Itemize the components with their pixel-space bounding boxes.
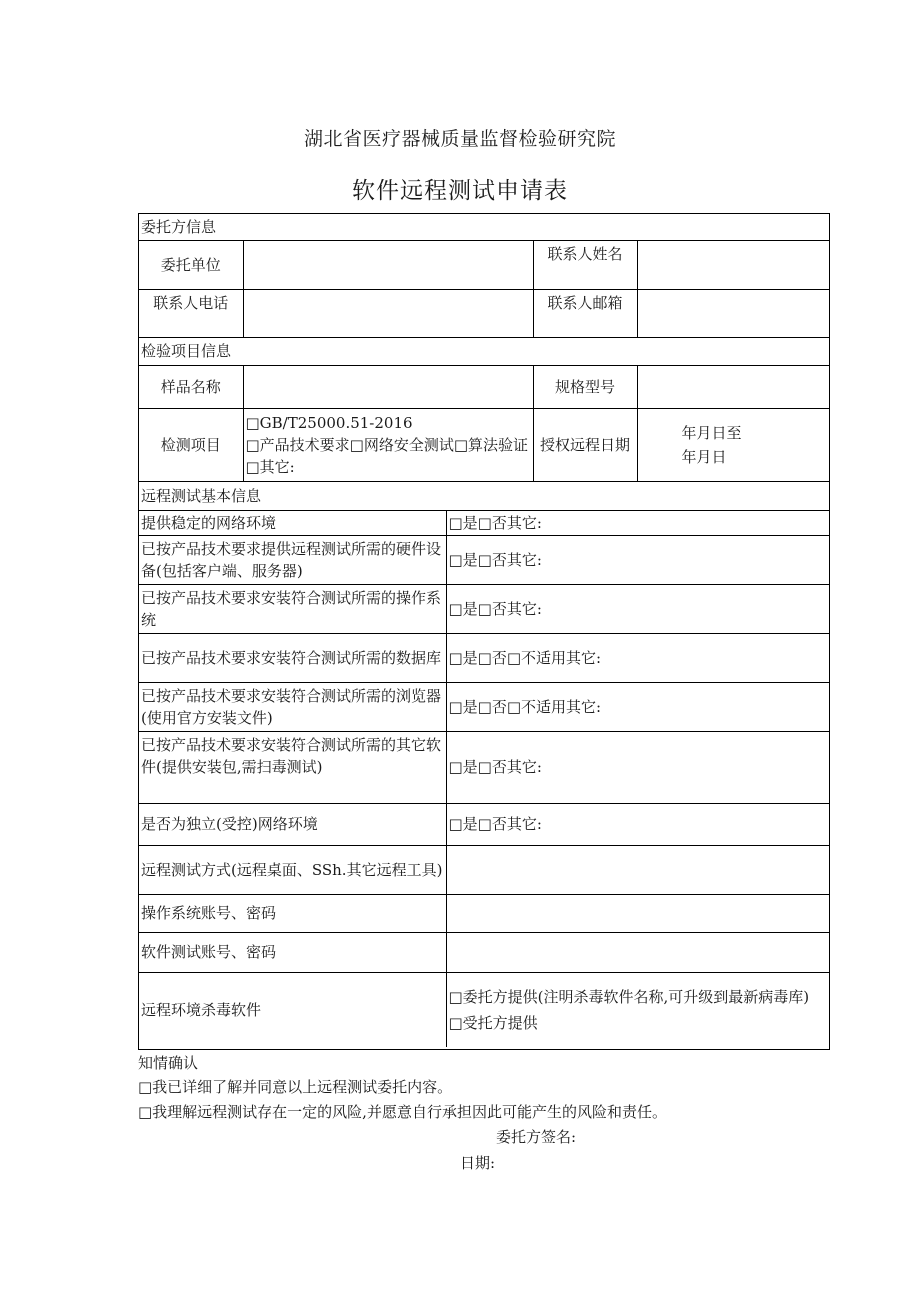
consent-item-agree[interactable]: □我已详细了解并同意以上远程测试委托内容。: [138, 1078, 453, 1096]
contact-phone-field[interactable]: [243, 289, 533, 338]
client-unit-label: 委托单位: [139, 240, 243, 289]
sign-date-label: 日期:: [460, 1154, 496, 1172]
model-label: 规格型号: [533, 365, 637, 408]
remote-row-field[interactable]: [446, 932, 829, 972]
remote-row-label: 已按产品技术要求安装符合测试所需的其它软件(提供安装包,需扫毒测试): [139, 731, 446, 803]
remote-row-options[interactable]: □是□否其它:: [446, 535, 829, 584]
remote-row-label: 提供稳定的网络环境: [139, 510, 446, 535]
client-info-header: 委托方信息: [139, 214, 829, 240]
test-items-standard: □GB/T25000.51-2016: [245, 413, 413, 432]
antivirus-option-client: □委托方提供(注明杀毒软件名称,可升级到最新病毒库): [448, 987, 810, 1006]
antivirus-option-lab: □受托方提供: [448, 1013, 538, 1032]
item-info-table: [139, 338, 829, 481]
remote-row-label: 是否为独立(受控)网络环境: [139, 803, 446, 845]
remote-row-label: 已按产品技术要求安装符合测试所需的数据库: [139, 633, 446, 682]
remote-row-options[interactable]: □是□否其它:: [446, 510, 829, 535]
sample-name-field[interactable]: [243, 365, 533, 408]
sample-name-label: 样品名称: [139, 365, 243, 408]
client-info-table: [139, 214, 829, 338]
contact-name-field[interactable]: [637, 240, 829, 289]
contact-phone-label: 联系人电话: [139, 289, 243, 338]
client-info-section: [138, 213, 830, 338]
antivirus-label: 远程环境杀毒软件: [139, 972, 446, 1047]
remote-row-options[interactable]: □是□否其它:: [446, 731, 829, 803]
remote-row-label: 已按产品技术要求安装符合测试所需的浏览器(使用官方安装文件): [139, 682, 446, 731]
remote-row-label: 操作系统账号、密码: [139, 894, 446, 932]
form-title: 软件远程测试申请表: [352, 178, 568, 204]
remote-row-label: 已按产品技术要求提供远程测试所需的硬件设备(包括客户端、服务器): [139, 535, 446, 584]
remote-info-header: 远程测试基本信息: [139, 482, 829, 510]
auth-date-field[interactable]: [637, 408, 829, 481]
model-field[interactable]: [637, 365, 829, 408]
test-items-label: 检测项目: [139, 408, 243, 481]
client-signature-label: 委托方签名:: [496, 1128, 577, 1146]
auth-date-from: 年月日至: [681, 423, 742, 442]
client-unit-field[interactable]: [243, 240, 533, 289]
contact-email-label: 联系人邮箱: [533, 289, 637, 338]
item-info-header: 检验项目信息: [139, 338, 829, 365]
remote-row-options[interactable]: □是□否□不适用其它:: [446, 682, 829, 731]
remote-row-label: 软件测试账号、密码: [139, 932, 446, 972]
institute-name: 湖北省医疗器械质量监督检验研究院: [303, 128, 616, 150]
remote-row-field[interactable]: [446, 845, 829, 894]
remote-row-label: 已按产品技术要求安装符合测试所需的操作系统: [139, 584, 446, 633]
auth-date-label: 授权远程日期: [533, 408, 637, 481]
remote-row-options[interactable]: □是□否□不适用其它:: [446, 633, 829, 682]
remote-info-section: [138, 481, 830, 1050]
consent-title: 知情确认: [138, 1054, 199, 1072]
auth-date-to: 年月日: [681, 447, 727, 466]
remote-row-options[interactable]: □是□否其它:: [446, 584, 829, 633]
remote-info-table: [139, 482, 829, 1047]
test-items-other-options: □产品技术要求□网络安全测试□算法验证□其它:: [245, 435, 529, 476]
item-info-section: [138, 337, 830, 482]
contact-email-field[interactable]: [637, 289, 829, 338]
consent-item-risk[interactable]: □我理解远程测试存在一定的风险,并愿意自行承担因此可能产生的风险和责任。: [138, 1103, 667, 1121]
antivirus-options[interactable]: [446, 972, 829, 1047]
remote-row-label: 远程测试方式(远程桌面、SSh.其它远程工具): [139, 845, 446, 894]
test-items-options[interactable]: [243, 408, 533, 481]
remote-row-options[interactable]: □是□否其它:: [446, 803, 829, 845]
contact-name-label: 联系人姓名: [533, 240, 637, 289]
remote-row-field[interactable]: [446, 894, 829, 932]
